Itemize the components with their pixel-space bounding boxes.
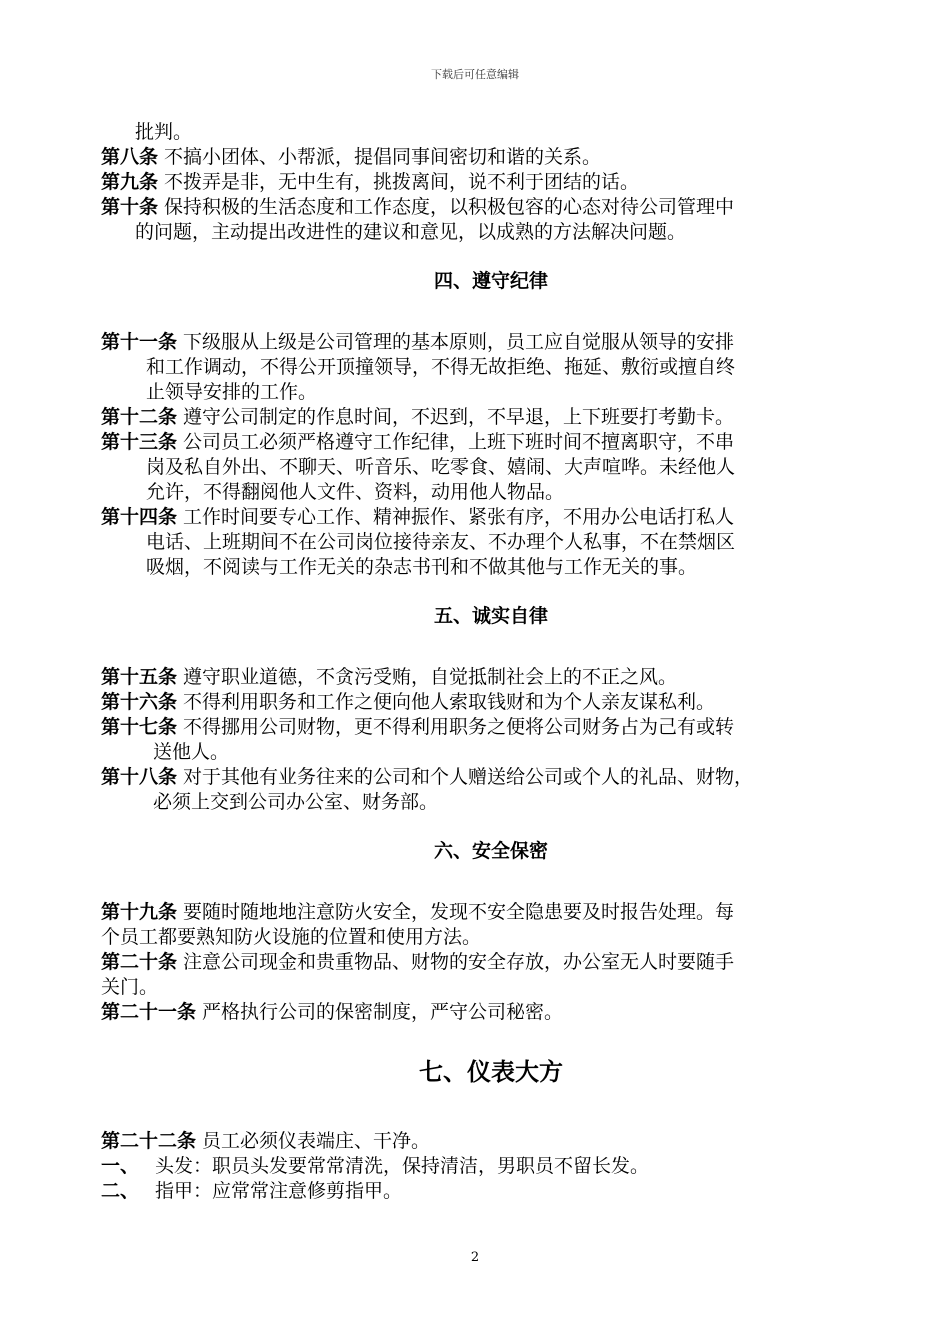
article-text: 不得利用职务和工作之便向他人索取钱财和为个人亲友谋私利。: [183, 691, 716, 713]
list-item-number: 一、: [101, 1155, 140, 1177]
article-11: [101, 330, 881, 405]
list-item: [101, 1154, 881, 1179]
article-label: 第十八条: [101, 766, 178, 788]
article-text: 不拨弄是非，无中生有，挑拨离间，说不利于团结的话。: [164, 171, 640, 193]
article-18: [101, 765, 881, 815]
article-text: 遵守职业道德，不贪污受贿，自觉抵制社会上的不正之风。: [183, 666, 678, 688]
list-item: [101, 1179, 881, 1204]
article-text-cont: 止领导安排的工作。: [146, 381, 318, 403]
article-text: 员工必须仪表端庄、干净。: [202, 1130, 431, 1152]
article-20: [101, 950, 881, 1000]
article-9: [101, 170, 881, 195]
article-text-cont: 必须上交到公司办公室、财务部。: [153, 791, 439, 813]
article-label: 第十一条: [101, 331, 178, 353]
section-title-7: 七、仪表大方: [419, 1058, 563, 1086]
document-body: [101, 120, 881, 1204]
article-text: 下级服从上级是公司管理的基本原则，员工应自觉服从领导的安排: [183, 331, 735, 353]
list-item-number: 二、: [101, 1180, 140, 1202]
article-8: [101, 145, 881, 170]
section-title-4: 四、遵守纪律: [433, 270, 548, 292]
page-header-note: 下载后可任意编辑: [431, 68, 519, 81]
article-text-cont: 个员工都要熟知防火设施的位置和使用方法。: [101, 926, 482, 948]
article-text: 严格执行公司的保密制度，严守公司秘密。: [202, 1001, 564, 1023]
article-label: 第十二条: [101, 406, 178, 428]
article-15: [101, 665, 881, 690]
article-text: 遵守公司制定的作息时间，不迟到，不早退，上下班要打考勤卡。: [183, 406, 735, 428]
article-21: [101, 1000, 881, 1025]
article-12: [101, 405, 881, 430]
article-text: 不搞小团体、小帮派，提倡同事间密切和谐的关系。: [164, 146, 602, 168]
article-label: 第十五条: [101, 666, 178, 688]
article-10: [101, 195, 881, 245]
intro-continuation: [101, 120, 881, 145]
article-label: 第二十条: [101, 951, 178, 973]
article-label: 第十条: [101, 196, 159, 218]
article-22: [101, 1129, 881, 1154]
article-text: 工作时间要专心工作、精神振作、紧张有序，不用办公电话打私人: [183, 506, 735, 528]
article-label: 第十九条: [101, 901, 178, 923]
article-label: 第九条: [101, 171, 159, 193]
article-text-cont: 吸烟，不阅读与工作无关的杂志书刊和不做其他与工作无关的事。: [146, 556, 698, 578]
article-text-cont: 关门。: [101, 976, 159, 998]
article-text: 不得挪用公司财物，更不得利用职务之便将公司财务占为己有或转: [183, 716, 735, 738]
article-text: 要随时随地地注意防火安全，发现不安全隐患要及时报告处理。每: [183, 901, 735, 923]
intro-line: 批判。: [135, 121, 193, 143]
article-label: 第十七条: [101, 716, 178, 738]
article-13: [101, 430, 881, 505]
article-text-cont: 的问题，主动提出改进性的建议和意见，以成熟的方法解决问题。: [135, 221, 687, 243]
article-text-cont: 送他人。: [153, 741, 230, 763]
page-number: 2: [470, 1250, 480, 1265]
article-text-cont: 允许，不得翻阅他人文件、资料，动用他人物品。: [146, 481, 565, 503]
article-label: 第八条: [101, 146, 159, 168]
article-text-cont: 岗及私自外出、不聊天、听音乐、吃零食、嬉闹、大声喧哗。未经他人: [146, 456, 736, 478]
article-text-cont: 和工作调动，不得公开顶撞领导，不得无故拒绝、拖延、敷衍或擅自终: [146, 356, 736, 378]
section-title-5: 五、诚实自律: [433, 605, 548, 627]
article-label: 第二十二条: [101, 1130, 197, 1152]
article-14: [101, 505, 881, 580]
article-text: 对于其他有业务往来的公司和个人赠送给公司或个人的礼品、财物，: [183, 766, 754, 788]
article-17: [101, 715, 881, 765]
list-item-text: 指甲：应常常注意修剪指甲。: [155, 1180, 403, 1202]
article-label: 第十四条: [101, 506, 178, 528]
article-label: 第十六条: [101, 691, 178, 713]
article-16: [101, 690, 881, 715]
article-label: 第十三条: [101, 431, 178, 453]
section-title-6: 六、安全保密: [433, 840, 548, 862]
article-text: 公司员工必须严格遵守工作纪律，上班下班时间不擅离职守，不串: [183, 431, 735, 453]
article-text: 注意公司现金和贵重物品、财物的安全存放，办公室无人时要随手: [183, 951, 735, 973]
article-label: 第二十一条: [101, 1001, 197, 1023]
article-text: 保持积极的生活态度和工作态度，以积极包容的心态对待公司管理中: [164, 196, 735, 218]
article-text-cont: 电话、上班期间不在公司岗位接待亲友、不办理个人私事，不在禁烟区: [146, 531, 736, 553]
list-item-text: 头发：职员头发要常常清洗，保持清洁，男职员不留长发。: [155, 1155, 650, 1177]
article-19: [101, 900, 881, 950]
